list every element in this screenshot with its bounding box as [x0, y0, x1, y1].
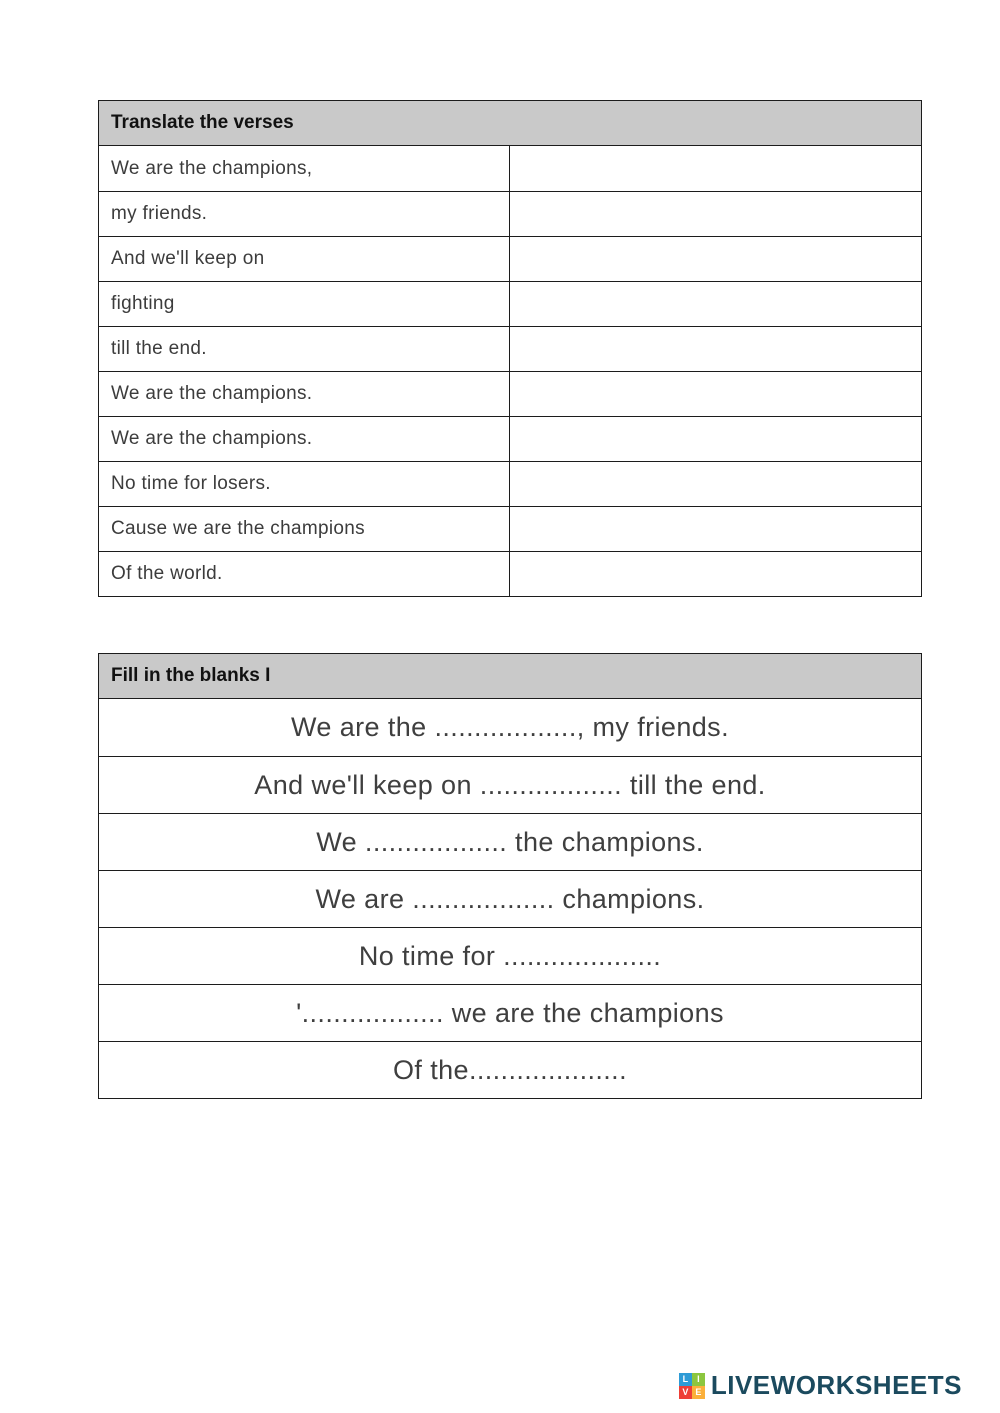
translate-table [98, 100, 922, 597]
liveworksheets-logo-icon [679, 1373, 705, 1399]
answer-cell[interactable] [510, 237, 921, 281]
logo-square-e: E [692, 1386, 705, 1399]
fill-blank-row[interactable]: And we'll keep on .................. till the end. [99, 756, 921, 813]
verse-cell: till the end. [99, 327, 510, 371]
verse-cell: my friends. [99, 192, 510, 236]
fill-blank-row[interactable]: '.................. we are the champions [99, 984, 921, 1041]
verse-cell: We are the champions, [99, 146, 510, 191]
fill-blank-row[interactable]: Of the.................... [99, 1041, 921, 1098]
verse-cell: We are the champions. [99, 372, 510, 416]
verse-cell: We are the champions. [99, 417, 510, 461]
logo-square-l: L [679, 1373, 692, 1386]
table-row [99, 416, 921, 461]
answer-cell[interactable] [510, 507, 921, 551]
logo-square-v: V [679, 1386, 692, 1399]
fill-blanks-table-header: Fill in the blanks I [99, 654, 921, 699]
answer-cell[interactable] [510, 146, 921, 191]
table-row [99, 236, 921, 281]
table-row [99, 506, 921, 551]
fill-blank-row[interactable]: We .................. the champions. [99, 813, 921, 870]
table-row [99, 371, 921, 416]
translate-table-header: Translate the verses [99, 101, 921, 146]
fill-blank-row[interactable]: We are the .................., my friends. [291, 712, 729, 742]
table-row [99, 551, 921, 596]
verse-cell: fighting [99, 282, 510, 326]
answer-cell[interactable] [510, 552, 921, 596]
answer-cell[interactable] [510, 417, 921, 461]
logo-square-i: I [692, 1373, 705, 1386]
fill-blank-row[interactable]: No time for .................... [99, 927, 921, 984]
worksheet [98, 100, 922, 1099]
verse-cell: No time for losers. [99, 462, 510, 506]
answer-cell[interactable] [510, 192, 921, 236]
table-row [99, 146, 921, 191]
answer-cell[interactable] [510, 372, 921, 416]
fill-blank-row[interactable]: We are .................. champions. [99, 870, 921, 927]
answer-cell[interactable] [510, 462, 921, 506]
answer-cell[interactable] [510, 327, 921, 371]
verse-cell: Cause we are the champions [99, 507, 510, 551]
fill-blanks-table [98, 653, 922, 1099]
verse-cell: Of the world. [99, 552, 510, 596]
footer [679, 1370, 962, 1401]
answer-cell[interactable] [510, 282, 921, 326]
table-row [99, 191, 921, 236]
table-row [99, 281, 921, 326]
verse-cell: And we'll keep on [99, 237, 510, 281]
brand-name: LIVEWORKSHEETS [710, 1370, 962, 1400]
table-row [99, 326, 921, 371]
table-row [99, 461, 921, 506]
